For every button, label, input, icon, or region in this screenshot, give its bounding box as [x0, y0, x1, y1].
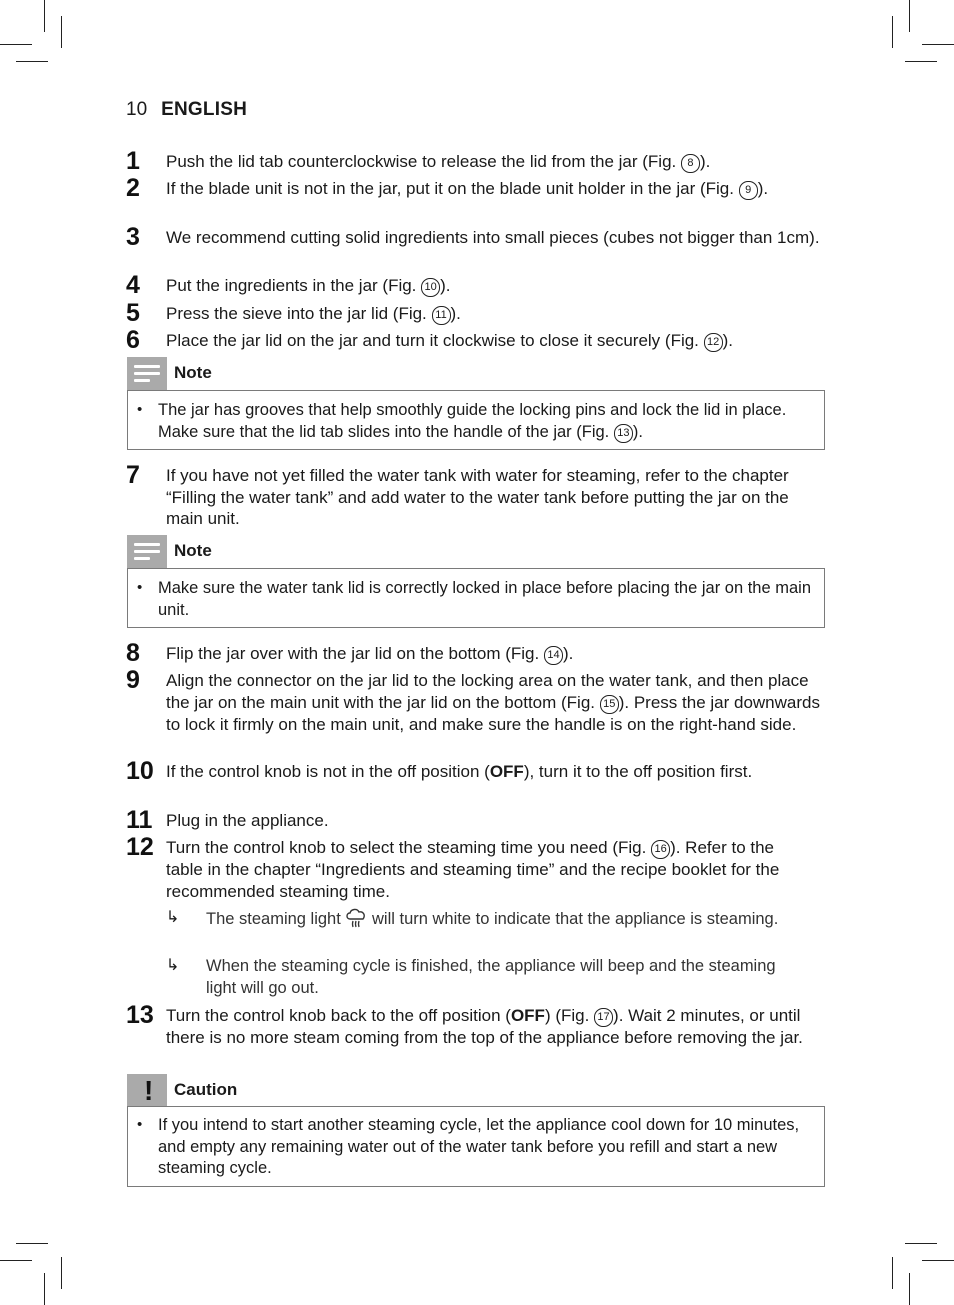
crop-mark [905, 61, 937, 62]
step-text [166, 303, 826, 325]
step-text-part: ) (Fig. [544, 1006, 595, 1025]
result-text: When the steaming cycle is finished, the appliance will beep and the steaming light will go out. [206, 957, 776, 997]
caution-text: If you intend to start another steaming cycle, let the appliance cool down for 10 minutes, and empty any remaining water out of the water tank before you refill and start a new steaming cycle. [158, 1116, 800, 1177]
step-text-part: ). [699, 152, 711, 171]
crop-mark [909, 0, 910, 32]
crop-mark [905, 1243, 937, 1244]
result-arrow-icon: ↳ [166, 957, 180, 974]
step-text-part: ), turn it to the off position first. [523, 762, 753, 781]
result-text-part: will turn white to indicate that the appliance is steaming. [367, 910, 779, 928]
crop-mark [16, 61, 48, 62]
caution-header [127, 1074, 427, 1107]
crop-mark [922, 44, 954, 45]
result-item [166, 908, 826, 931]
step-text-part: Place the jar lid on the jar and turn it clockwise to close it securely (Fig. [166, 331, 704, 350]
crop-mark [16, 1243, 48, 1244]
step-text [166, 330, 826, 352]
off-label: OFF [489, 762, 524, 781]
crop-mark [892, 1257, 893, 1289]
step-text-part: ). [440, 276, 451, 295]
note-text [158, 391, 814, 443]
step-text-part: Flip the jar over with the jar lid on the bottom (Fig. [166, 644, 544, 663]
step-10 [126, 757, 826, 785]
note-header [127, 535, 427, 568]
step-text-part: Push the lid tab counterclockwise to release the lid from the jar (Fig. [166, 152, 681, 171]
step-7 [126, 461, 826, 530]
step-number: 13 [126, 1001, 154, 1029]
step-13 [126, 1001, 826, 1049]
page-header [126, 99, 247, 121]
step-text-part: ). Press the jar downwards to lock it firmly on the main unit, and make sure the handle is on the right-hand side. [166, 692, 820, 734]
step-number: 4 [126, 271, 140, 299]
caution-label: Caution [174, 1080, 238, 1099]
exclamation-icon [127, 1074, 167, 1107]
crop-mark [909, 1273, 910, 1305]
step-text-part: Align the connector on the jar lid to the locking area on the water tank, and then place the jar on the main unit with the jar lid on the bottom (Fig. [166, 671, 809, 712]
figure-ref: 8 [681, 154, 700, 173]
crop-mark [0, 44, 32, 45]
step-text-part: ). [757, 179, 769, 198]
step-text [166, 761, 811, 783]
note-box [127, 568, 825, 628]
step-number: 11 [126, 806, 153, 834]
step-text-part: Press the sieve into the jar lid (Fig. [166, 304, 432, 323]
step-number: 9 [126, 666, 140, 694]
step-text: Plug in the appliance. [166, 811, 329, 830]
step-text [166, 643, 826, 665]
result-text-part: The steaming light [206, 910, 346, 928]
step-text-part: If the blade unit is not in the jar, put it on the blade unit holder in the jar (Fig. [166, 179, 739, 198]
step-number: 3 [126, 223, 140, 251]
off-label: OFF [510, 1006, 545, 1025]
exclamation-glyph: ! [144, 1075, 154, 1106]
step-text [166, 837, 811, 902]
figure-ref: 9 [739, 181, 758, 200]
step-text-part: ). Refer to the table in the chapter “Ingredients and steaming time” and the recipe booklet for the recommended steaming time. [166, 838, 780, 901]
crop-mark [61, 1257, 62, 1289]
step-2 [126, 174, 826, 202]
bullet: • [137, 1116, 143, 1133]
note-text: Make sure the water tank lid is correctly locked in place before placing the jar on the main unit. [158, 579, 811, 619]
figure-ref: 13 [614, 424, 633, 443]
step-number: 8 [126, 639, 140, 667]
note-label: Note [174, 363, 212, 382]
crop-mark [44, 0, 45, 32]
step-text-part: If the control knob is not in the off position ( [166, 762, 490, 781]
crop-mark [0, 1260, 32, 1261]
step-number: 1 [126, 147, 140, 175]
page-language: ENGLISH [161, 99, 247, 120]
step-text-part: Put the ingredients in the jar (Fig. [166, 276, 422, 295]
step-11 [126, 806, 826, 834]
note-icon [127, 357, 167, 390]
step-3 [126, 223, 826, 251]
note-header [127, 357, 427, 390]
step-8 [126, 639, 826, 667]
step-text [166, 1005, 826, 1049]
bullet: • [137, 401, 143, 418]
figure-ref: 10 [421, 278, 440, 297]
step-number: 12 [126, 833, 154, 861]
figure-ref: 17 [594, 1008, 613, 1027]
crop-mark [922, 1260, 954, 1261]
figure-ref: 11 [432, 306, 451, 325]
step-text-part: ). [562, 644, 574, 663]
note-text-part: The jar has grooves that help smoothly guide the locking pins and lock the lid in place. Make sure that the lid tab slides into the handle of the jar (Fig. [158, 401, 787, 441]
step-text-part: Turn the control knob back to the off position ( [166, 1006, 511, 1025]
step-9 [126, 666, 826, 735]
steam-icon [345, 908, 367, 928]
step-number: 2 [126, 174, 140, 202]
note-label: Note [174, 541, 212, 560]
note-box [127, 390, 825, 450]
step-text [166, 178, 786, 200]
step-5 [126, 299, 826, 327]
page-number: 10 [126, 99, 148, 120]
step-text-part: ). [450, 304, 461, 323]
step-4 [126, 271, 826, 299]
note-icon [127, 535, 167, 568]
figure-ref: 12 [704, 333, 723, 352]
figure-ref: 16 [651, 840, 670, 859]
step-number: 10 [126, 757, 154, 785]
step-number: 6 [126, 326, 140, 354]
bullet: • [137, 579, 143, 596]
step-text [166, 275, 826, 297]
figure-ref: 15 [600, 695, 619, 714]
note-text-part: ). [632, 422, 643, 441]
result-item [166, 956, 826, 999]
step-text-part: ). [722, 331, 734, 350]
step-1 [126, 147, 826, 175]
result-arrow-icon: ↳ [166, 909, 180, 926]
step-6 [126, 326, 826, 354]
step-12 [126, 833, 826, 902]
crop-mark [892, 16, 893, 48]
crop-mark [44, 1273, 45, 1305]
step-text [166, 670, 821, 735]
crop-mark [61, 16, 62, 48]
step-number: 7 [126, 461, 140, 489]
step-number: 5 [126, 299, 140, 327]
step-text: We recommend cutting solid ingredients into small pieces (cubes not bigger than 1cm). [166, 228, 820, 247]
step-text [166, 151, 826, 173]
step-text-part: Turn the control knob to select the steaming time you need (Fig. [166, 838, 652, 857]
step-text: If you have not yet filled the water tank with water for steaming, refer to the chapter “Filling the water tank” and add water to the water tank before putting the jar on the main unit. [166, 466, 789, 529]
result-text [206, 908, 806, 931]
caution-box [127, 1106, 825, 1187]
figure-ref: 14 [544, 646, 563, 665]
step-text-part: ). Wait 2 minutes, or until there is no more steam coming from the top of the appliance before removing the jar. [166, 1006, 803, 1047]
